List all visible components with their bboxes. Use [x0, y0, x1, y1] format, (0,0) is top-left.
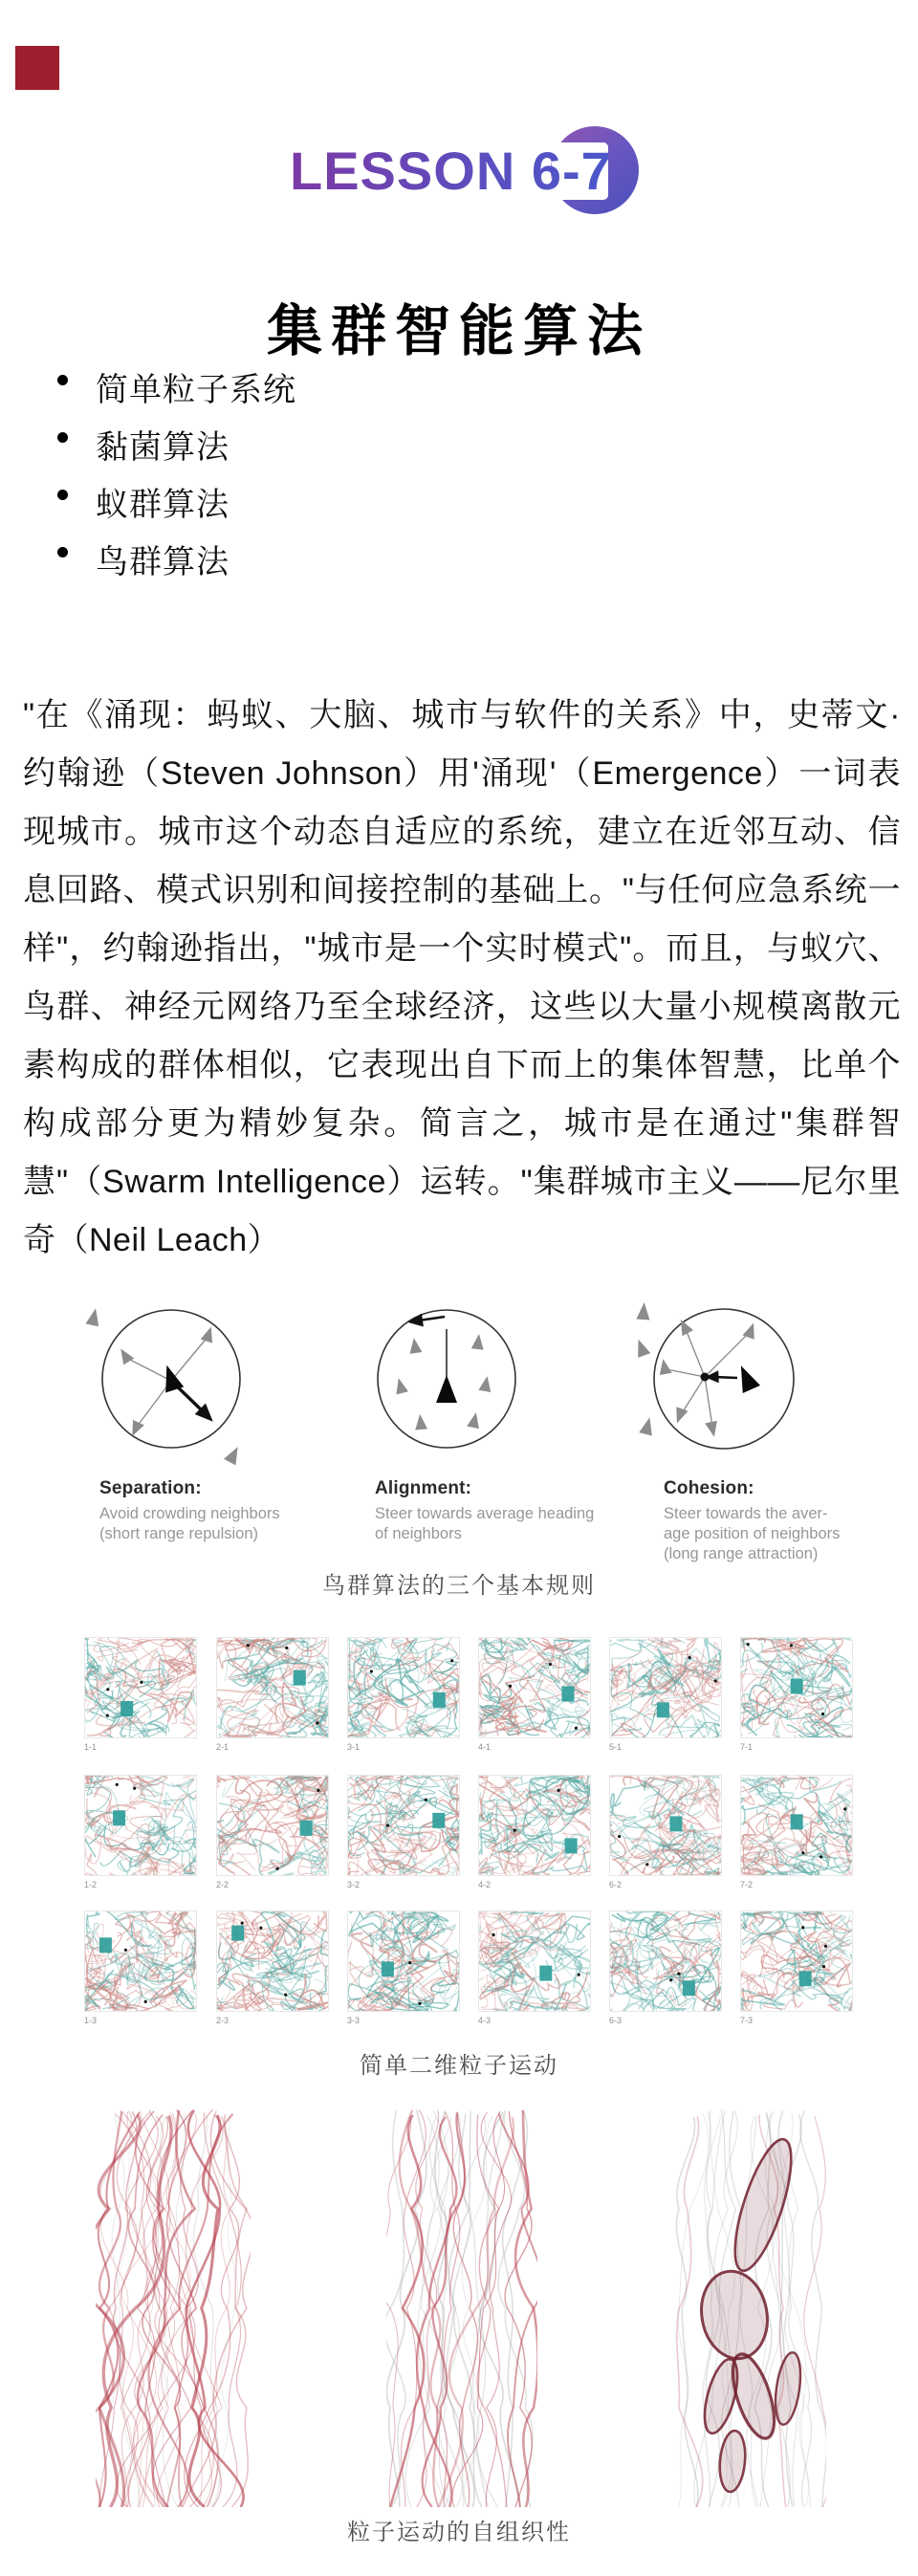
rule-text: Steer towards average heading [375, 1505, 595, 1522]
particle-sim-thumbnail [478, 1775, 591, 1876]
bullet-dot-icon [57, 490, 68, 500]
bullet-dot-icon [57, 432, 68, 443]
rule-title: Separation: [99, 1478, 202, 1498]
rule-text: of neighbors [375, 1525, 462, 1542]
quote-paragraph: "在《涌现：蚂蚁、大脑、城市与软件的关系》中，史蒂文·约翰逊（Steven Johnson）用'涌现'（Emergence）一词表现城市。城市这个动态自适应的系统，建立在近邻互动、信息回路、模式识别和间接控制的基础上。"与任何应急系统一样"，约翰逊指出，"城市是一个实时模式"。而且，与蚁穴、鸟群、神经元网络乃至全球经济，这些以大量小规模离散元素构成的群体相似，它表现出自下而上的集体智慧，比单个构成部分更为精妙复杂。简言之，城市是在通过"集群智慧"（Swarm Intelligence）运转。"集群城市主义——尼尔里奇（Neil Leach） [23, 697, 901, 1258]
topic-label: 简单粒子系统 [96, 372, 296, 408]
thumbnail-label: 4-1 [478, 1742, 492, 1752]
topic-label: 鸟群算法 [96, 544, 230, 580]
particle-sim-thumbnail [216, 1775, 329, 1876]
particle-sim-thumbnail [216, 1637, 329, 1738]
particle-sim-thumbnail [84, 1910, 197, 2012]
boids-figure-caption: 鸟群算法的三个基本规则 [322, 1573, 596, 1599]
thumbnail-label: 1-2 [84, 1880, 98, 1889]
list-item [54, 478, 296, 535]
fiber-figure-middle [386, 2109, 537, 2507]
rule-text: (long range attraction) [664, 1545, 819, 1562]
particle-sim-thumbnail [84, 1637, 197, 1738]
particle-sim-thumbnail [478, 1910, 591, 2012]
fiber-figure-caption: 粒子运动的自组织性 [347, 2520, 571, 2545]
particle-sim-thumbnail [216, 1910, 329, 2012]
rule-title: Cohesion: [664, 1478, 754, 1498]
thumbnail-label: 3-1 [347, 1742, 361, 1752]
particle-sim-thumbnail [609, 1637, 722, 1738]
topic-list [54, 363, 296, 593]
particle-sim-thumbnail [347, 1775, 460, 1876]
lesson-label: LESSON 6-7 [290, 141, 612, 201]
thumbnail-label: 1-3 [84, 2016, 98, 2025]
particle-sim-thumbnail [347, 1910, 460, 2012]
thumbnail-label: 3-2 [347, 1880, 361, 1889]
rule-text: (short range repulsion) [99, 1525, 258, 1542]
thumbnail-label: 6-3 [609, 2016, 623, 2025]
rule-text: age position of neighbors [664, 1525, 841, 1542]
list-item [54, 535, 296, 593]
page-title: 集群智能算法 [266, 299, 651, 362]
rule-title: Alignment: [375, 1478, 472, 1498]
fiber-figure-right [675, 2109, 826, 2507]
rule-text: Steer towards the aver- [664, 1505, 828, 1522]
corner-red-square [15, 46, 59, 90]
list-item [54, 421, 296, 478]
thumbnail-label: 2-1 [216, 1742, 230, 1752]
thumbnail-label: 2-2 [216, 1880, 230, 1889]
rule-text: Avoid crowding neighbors [99, 1505, 280, 1522]
cohesion-caption [664, 1478, 918, 1564]
bullet-dot-icon [57, 375, 68, 385]
thumbnail-label: 5-1 [609, 1742, 623, 1752]
particle-sim-thumbnail [609, 1775, 722, 1876]
thumbnail-label: 7-2 [740, 1880, 754, 1889]
topic-label: 黏菌算法 [96, 429, 230, 466]
alignment-diagram-icon [356, 1300, 543, 1488]
particle-sim-thumbnail [347, 1637, 460, 1738]
cohesion-diagram-icon [630, 1300, 818, 1488]
grid-figure-caption: 简单二维粒子运动 [360, 2053, 558, 2079]
separation-caption [99, 1478, 367, 1544]
separation-diagram-icon [80, 1300, 268, 1488]
bullet-dot-icon [57, 547, 68, 557]
thumbnail-label: 7-3 [740, 2016, 754, 2025]
thumbnail-label: 2-3 [216, 2016, 230, 2025]
particle-sim-thumbnail [84, 1775, 197, 1876]
fiber-figure-left [96, 2109, 251, 2507]
alignment-caption [375, 1478, 643, 1544]
topic-label: 蚁群算法 [96, 487, 230, 523]
list-item [54, 363, 296, 421]
particle-sim-thumbnail [740, 1775, 853, 1876]
thumbnail-label: 7-1 [740, 1742, 754, 1752]
thumbnail-label: 3-3 [347, 2016, 361, 2025]
particle-sim-thumbnail [740, 1637, 853, 1738]
thumbnail-label: 1-1 [84, 1742, 98, 1752]
particle-sim-thumbnail [609, 1910, 722, 2012]
thumbnail-label: 4-2 [478, 1880, 492, 1889]
thumbnail-label: 6-2 [609, 1880, 623, 1889]
thumbnail-label: 4-3 [478, 2016, 492, 2025]
particle-sim-thumbnail [740, 1910, 853, 2012]
particle-sim-thumbnail [478, 1637, 591, 1738]
